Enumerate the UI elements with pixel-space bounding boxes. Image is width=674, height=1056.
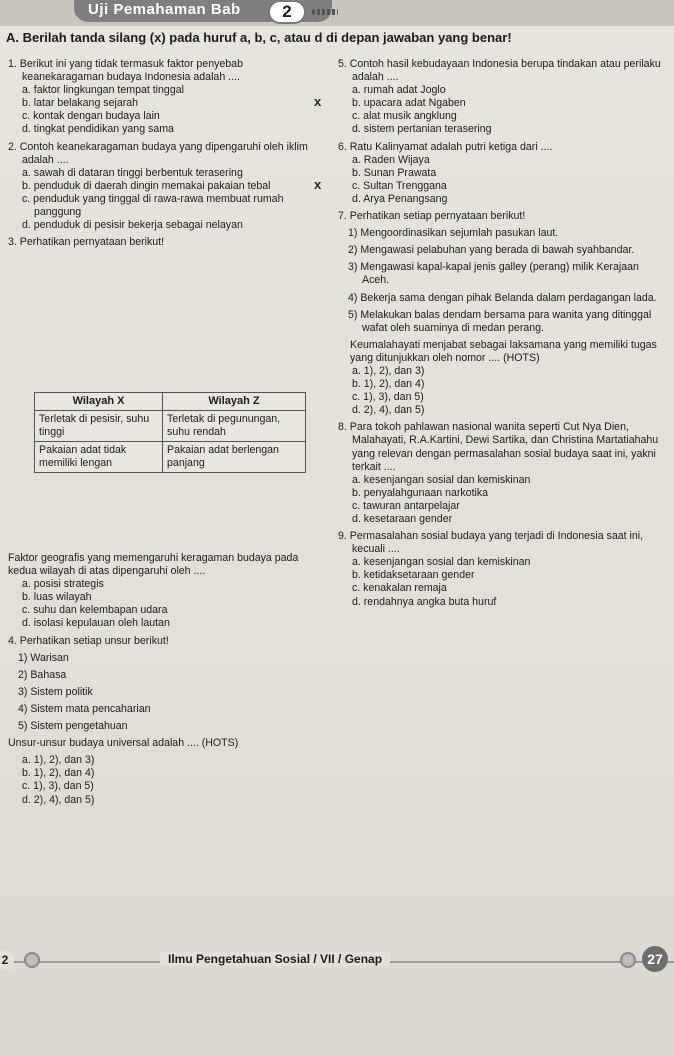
q3-option-d[interactable]: d. isolasi kepulauan oleh lautan <box>22 617 170 630</box>
question-7: 7. Perhatikan setiap pernyataan berikut! <box>338 210 526 223</box>
q7-item-4: 4) Bekerja sama dengan pihak Belanda dalam perdagangan lada. <box>348 291 657 304</box>
q7-item-2: 2) Mengawasi pelabuhan yang berada di bawah syahbandar. <box>348 244 635 257</box>
q7-stem: Keumalahayati menjabat sebagai laksamana yang memiliki tugas yang ditunjukkan oleh nomor .... (HOTS) <box>350 338 657 364</box>
q6-option-a[interactable]: a. Raden Wijaya <box>352 153 430 166</box>
q8-option-a[interactable]: a. kesenjangan sosial dan kemiskinan <box>352 473 531 486</box>
q3-option-a[interactable]: a. posisi strategis <box>22 578 104 591</box>
q7-option-d[interactable]: d. 2), 4), dan 5) <box>352 404 425 417</box>
circle-decoration-icon <box>24 952 40 968</box>
question-5: 5. Contoh hasil kebudayaan Indonesia berupa tindakan atau perilaku adalah .... <box>338 58 661 84</box>
q1-option-b[interactable]: b. latar belakang sejarah <box>22 97 139 110</box>
table-row <box>35 442 306 473</box>
page-number-left: 2 <box>0 950 14 970</box>
q7-option-c[interactable]: c. 1), 3), dan 5) <box>352 391 424 404</box>
q6-option-d[interactable]: d. Arya Penangsang <box>352 192 448 205</box>
question-4: 4. Perhatikan setiap unsur berikut! <box>8 634 169 647</box>
q4-option-b[interactable]: b. 1), 2), dan 4) <box>22 767 95 780</box>
q8-option-b[interactable]: b. penyalahgunaan narkotika <box>352 486 489 499</box>
q7-option-b[interactable]: b. 1), 2), dan 4) <box>352 378 425 391</box>
q2-option-d[interactable]: d. penduduk di pesisir bekerja sebagai nelayan <box>22 219 243 232</box>
q4-item-5: 5) Sistem pengetahuan <box>18 720 128 733</box>
table-header-x: Wilayah X <box>35 393 163 411</box>
right-column <box>338 58 668 609</box>
q2-option-a[interactable]: a. sawah di dataran tinggi berbentuk terasering <box>22 166 243 179</box>
q8-option-c[interactable]: c. tawuran antarpelajar <box>352 499 460 512</box>
q6-option-b[interactable]: b. Sunan Prawata <box>352 166 437 179</box>
q2-option-c[interactable]: c. penduduk yang tinggal di rawa-rawa membuat rumah panggung <box>22 192 284 219</box>
q5-option-a[interactable]: a. rumah adat Joglo <box>352 84 446 97</box>
question-3: 3. Perhatikan pernyataan berikut! <box>8 236 165 249</box>
table-row <box>35 411 306 442</box>
q8-option-d[interactable]: d. kesetaraan gender <box>352 513 453 525</box>
q9-option-c[interactable]: c. kenakalan remaja <box>352 582 447 595</box>
q7-item-1: 1) Mengoordinasikan sejumlah pasukan laut. <box>348 227 559 240</box>
q4-option-c[interactable]: c. 1), 3), dan 5) <box>22 780 94 793</box>
q5-option-d[interactable]: d. sistem pertanian terasering <box>352 123 492 136</box>
q5-option-c[interactable]: c. alat musik angklung <box>352 110 457 123</box>
q9-option-a[interactable]: a. kesenjangan sosial dan kemiskinan <box>352 556 531 569</box>
q3-option-c[interactable]: c. suhu dan kelembapan udara <box>22 604 168 617</box>
question-6: 6. Ratu Kalinyamat adalah putri ketiga dari .... <box>338 140 553 153</box>
table-header-z: Wilayah Z <box>163 393 306 411</box>
footer-subject: Ilmu Pengetahuan Sosial / VII / Genap <box>160 952 390 966</box>
q4-item-4: 4) Sistem mata pencaharian <box>18 702 151 715</box>
chapter-number: 2 <box>268 0 306 24</box>
region-table <box>34 392 306 473</box>
q7-option-a[interactable]: a. 1), 2), dan 3) <box>352 364 425 377</box>
q4-stem: Unsur-unsur budaya universal adalah .... (HOTS) <box>8 737 239 750</box>
question-1: 1. Berikut ini yang tidak termasuk faktor penyebab keanekaragaman budaya Indonesia adalah .... <box>8 58 243 84</box>
q4-item-2: 2) Bahasa <box>18 668 67 681</box>
page-footer <box>0 952 674 972</box>
q4-item-1: 1) Warisan <box>18 651 69 664</box>
question-9: 9. Permasalahan sosial budaya yang terjadi di Indonesia saat ini, kecuali .... <box>338 530 644 556</box>
question-8: 8. Para tokoh pahlawan nasional wanita seperti Cut Nya Dien, Malahayati, R.A.Kartini, Dewi Sartika, dan Christina Martatiahahu yang relevan dengan permasalahan sosial budaya saat ini, yakni terkait .... <box>338 421 659 473</box>
q9-option-d[interactable]: d. rendahnya angka buta huruf <box>352 595 497 608</box>
q4-option-d[interactable]: x d. 2), 4), dan 5) <box>8 794 326 807</box>
q1-option-a[interactable]: a. faktor lingkungan tempat tinggal <box>22 84 184 97</box>
q4-option-a[interactable]: a. 1), 2), dan 3) <box>22 754 95 767</box>
banner-title: Uji Pemahaman Bab <box>88 1 241 18</box>
left-column-lower <box>8 552 326 807</box>
question-2: 2. Contoh keanekaragaman budaya yang dipengaruhi oleh iklim adalah .... <box>8 140 308 166</box>
q1-option-d[interactable]: d. tingkat pendidikan yang sama <box>22 123 174 136</box>
q9-option-b[interactable]: b. ketidaksetaraan gender <box>352 569 475 582</box>
dots-decoration <box>312 9 338 15</box>
table-cell: Pakaian adat tidak memiliki lengan <box>35 442 163 473</box>
table-cell: Terletak di pegunungan, suhu rendah <box>163 411 306 442</box>
q3-stem: Faktor geografis yang memengaruhi keragaman budaya pada kedua wilayah di atas dipengaruhi oleh .... <box>8 552 299 578</box>
q5-option-b[interactable]: x b. upacara adat Ngaben <box>338 97 668 110</box>
section-heading: A. Berilah tanda silang (x) pada huruf a, b, c, atau d di depan jawaban yang benar! <box>6 30 512 45</box>
table-cell: Pakaian adat berlengan panjang <box>163 442 306 473</box>
q6-option-c[interactable]: x c. Sultan Trenggana <box>338 180 668 193</box>
q7-item-3: 3) Mengawasi kapal-kapal jenis galley (perang) milik Kerajaan Aceh. <box>348 261 639 287</box>
q4-item-3: 3) Sistem politik <box>18 685 93 698</box>
q3-option-b[interactable]: b. luas wilayah <box>22 591 92 604</box>
q7-item-5: 5) Melakukan balas dendam bersama para wanita yang ditinggal wafat oleh suaminya di medan perang. <box>348 308 652 334</box>
chapter-banner <box>0 0 674 26</box>
circle-decoration-icon <box>620 952 636 968</box>
page-number-right: 27 <box>642 946 668 972</box>
q2-option-b[interactable]: b. penduduk di daerah dingin memakai pakaian tebal <box>22 179 271 192</box>
left-column <box>8 58 326 249</box>
table-cell: Terletak di pesisir, suhu tinggi <box>35 411 163 442</box>
q1-option-c[interactable]: c. kontak dengan budaya lain <box>22 110 160 123</box>
